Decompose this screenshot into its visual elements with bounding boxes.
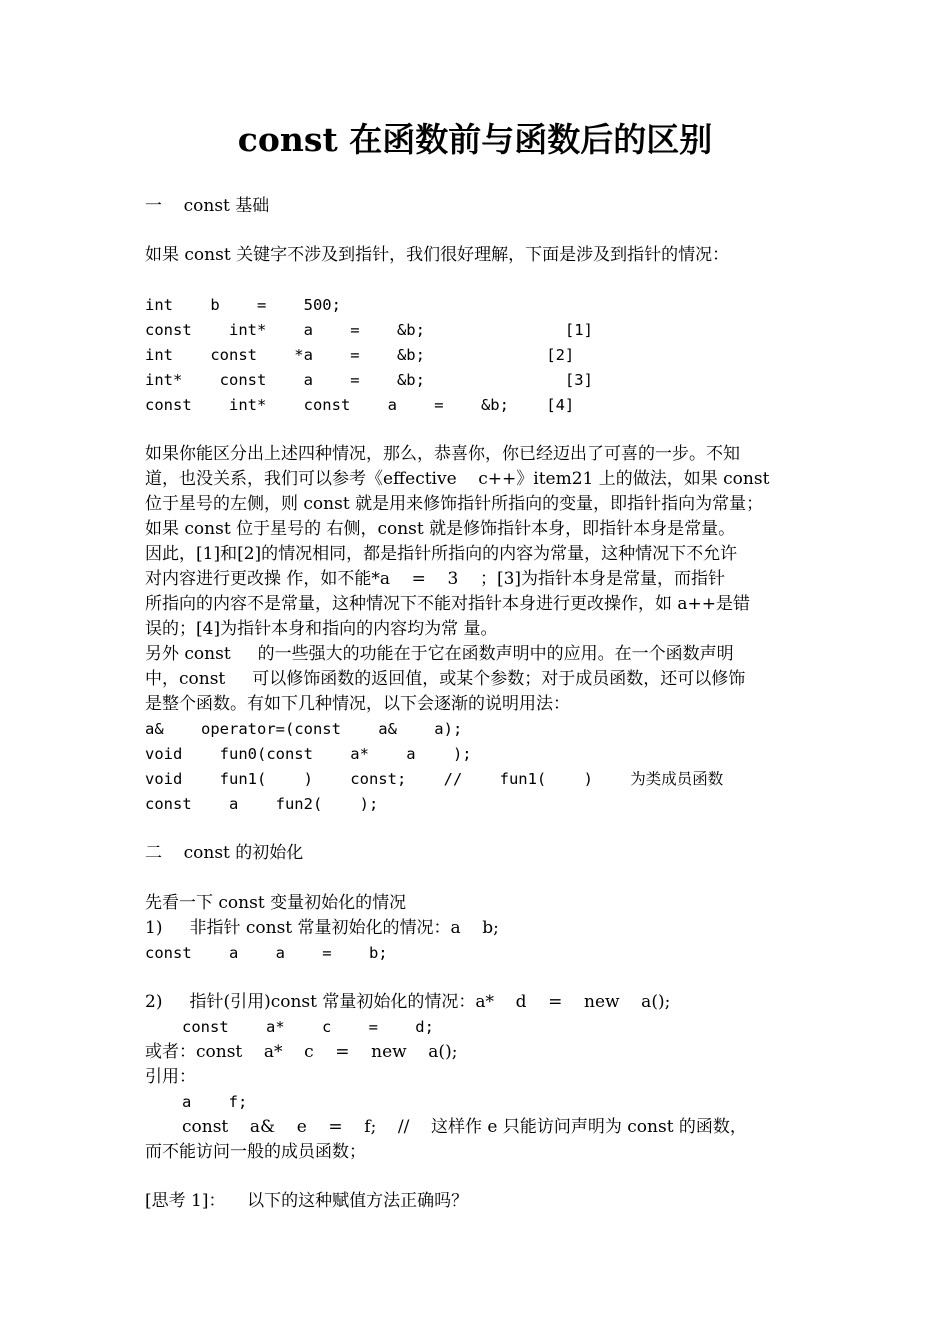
paragraph-line: 是整个函数。有如下几种情况，以下会逐渐的说明用法：: [145, 694, 570, 714]
paragraph-line: 另外 const 的一些强大的功能在于它在函数声明中的应用。在一个函数声明: [145, 644, 734, 664]
page-title: const 在函数前与函数后的区别: [237, 120, 713, 159]
paragraph-line: const a& e = f; // 这样作 e 只能访问声明为 const 的函数，: [182, 1117, 747, 1137]
paragraph-line: 引用：: [145, 1067, 196, 1087]
question-line: [思考 1]： 以下的这种赋值方法正确吗？: [145, 1191, 469, 1211]
paragraph-line: 或者：const a* c = new a();: [145, 1042, 458, 1062]
code-line: const int* const a = &b; [4]: [145, 396, 575, 414]
code-line: void fun0(const a* a );: [145, 745, 472, 763]
code-line: const a a = b;: [145, 944, 388, 962]
paragraph-line: 对内容进行更改操 作，如不能*a = 3 ；[3]为指针本身是常量，而指针: [145, 569, 726, 589]
paragraph-line: 先看一下 const 变量初始化的情况: [145, 893, 407, 913]
code-line: int* const a = &b; [3]: [145, 371, 593, 389]
paragraph-line: 所指向的内容不是常量，这种情况下不能对指针本身进行更改操作，如 a++是错: [145, 594, 751, 614]
paragraph-line: 2) 指针(引用)const 常量初始化的情况：a* d = new a();: [145, 992, 671, 1012]
paragraph-line: 如果你能区分出上述四种情况，那么，恭喜你，你已经迈出了可喜的一步。不知: [145, 444, 740, 464]
code-line: a& operator=(const a& a);: [145, 720, 463, 738]
section-heading-1: 一 const 基础: [145, 196, 270, 216]
paragraph-line: 而不能访问一般的成员函数；: [145, 1142, 366, 1162]
code-line: int b = 500;: [145, 296, 341, 314]
code-line: int const *a = &b; [2]: [145, 346, 575, 364]
code-line: a f;: [182, 1093, 248, 1111]
code-line: const int* a = &b; [1]: [145, 321, 593, 339]
paragraph-line: 道，也没关系，我们可以参考《effective c++》item21 上的做法，如果 const: [145, 469, 770, 489]
section-heading-2: 二 const 的初始化: [145, 843, 304, 863]
intro-text: 如果 const 关键字不涉及到指针，我们很好理解，下面是涉及到指针的情况：: [145, 245, 730, 265]
paragraph-line: 如果 const 位于星号的 右侧，const 就是修饰指针本身，即指针本身是常量。: [145, 519, 736, 539]
paragraph-line: 1) 非指针 const 常量初始化的情况：a b;: [145, 918, 499, 938]
paragraph-line: 中，const 可以修饰函数的返回值，或某个参数；对于成员函数，还可以修饰: [145, 669, 746, 689]
code-line: const a* c = d;: [182, 1018, 434, 1036]
paragraph-line: 因此，[1]和[2]的情况相同，都是指针所指向的内容为常量，这种情况下不允许: [145, 544, 738, 564]
code-line: void fun1( ) const; // fun1( ) 为类成员函数: [145, 770, 724, 788]
code-line: const a fun2( );: [145, 795, 379, 813]
paragraph-line: 位于星号的左侧，则 const 就是用来修饰指针所指向的变量，即指针指向为常量；: [145, 494, 764, 514]
paragraph-line: 误的；[4]为指针本身和指向的内容均为常 量。: [145, 619, 498, 639]
